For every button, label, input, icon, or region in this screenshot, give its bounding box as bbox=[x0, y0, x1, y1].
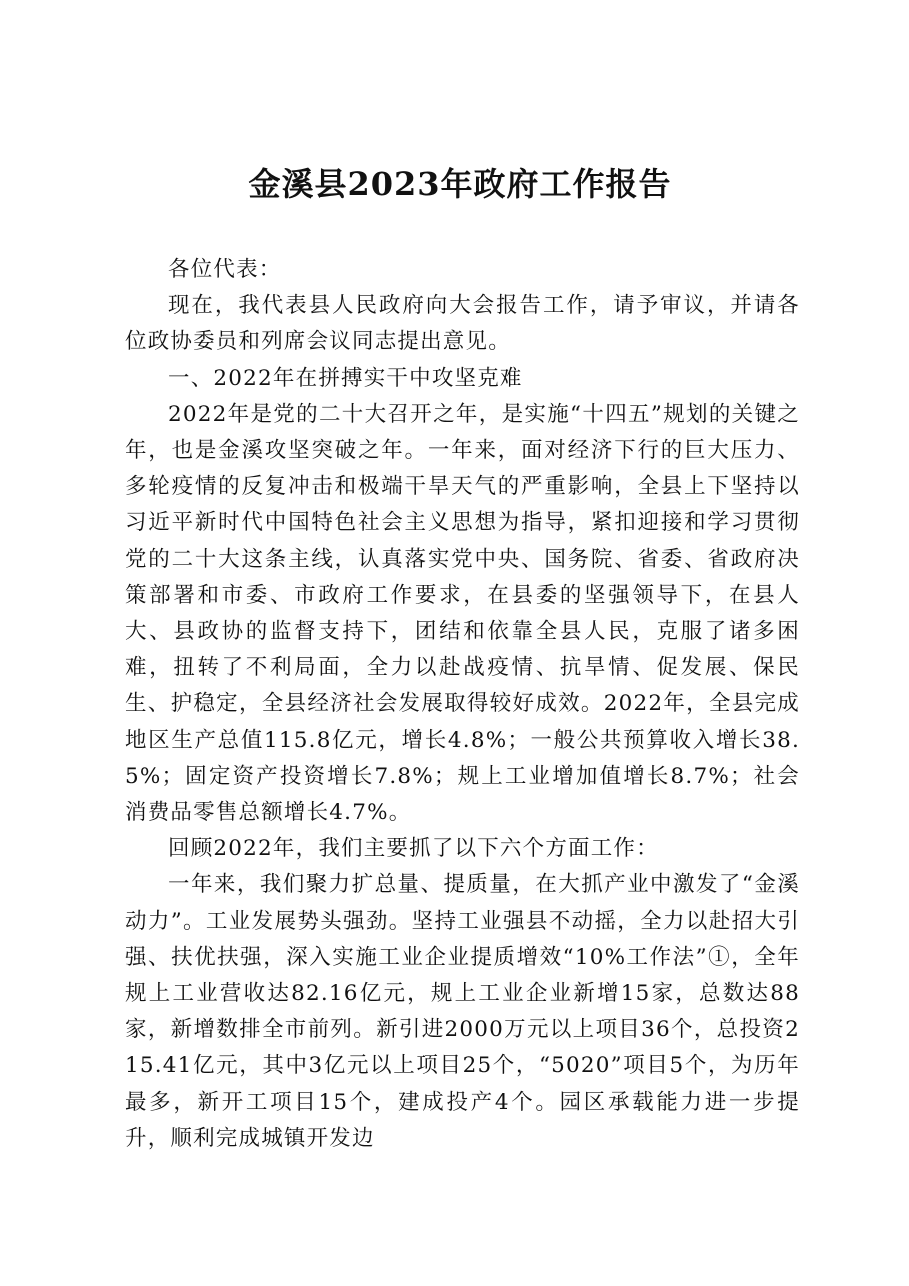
paragraph-review-intro: 回顾2022年，我们主要抓了以下六个方面工作： bbox=[168, 836, 659, 862]
paragraph-overview-2022: 2022年是党的二十大召开之年，是实施“十四五”规划的关键之年，也是金溪攻坚突破之年。一年来，面对经济下行的巨大压力、多轮疫情的反复冲击和极端干旱天气的严重影响，全县上下坚持以习近平新时代中国特色社会主义思想为指导，紧扣迎接和学习贯彻党的二十大这条主线，认真落实党中央、国务院、省委、省政府决策部署和市委、市政府工作要求，在县委的坚强领导下，在县人大、县政协的监督支持下，团结和依靠全县人民，克服了诸多困难，扭转了不利局面，全力以赴战疫情、抗旱情、促发展、保民生、护稳定，全县经济社会发展取得较好成效。2022年，全县完成地区生产总值115.8亿元，增长4.8%；一般公共预算收入增长38.5%；固定资产投资增长7.8%；规上工业增加值增长8.7%；社会消费品零售总额增长4.7%。 bbox=[125, 401, 800, 826]
document-body bbox=[125, 252, 800, 1157]
section-heading-1: 一、2022年在拼搏实干中攻坚克难 bbox=[168, 365, 523, 391]
paragraph-salutation: 各位代表： bbox=[168, 257, 282, 282]
document-title: 金溪县2023年政府工作报告 bbox=[248, 165, 672, 203]
paragraph-intro: 现在，我代表县人民政府向大会报告工作，请予审议，并请各位政协委员和列席会议同志提出意见。 bbox=[125, 293, 800, 355]
paragraph-industry: 一年来，我们聚力扩总量、提质量，在大抓产业中激发了“金溪动力”。工业发展势头强劲。坚持工业强县不动摇，全力以赴招大引强、扶优扶强，深入实施工业企业提质增效“10%工作法”①，全年规上工业营收达82.16亿元，规上工业企业新增15家，总数达88家，新增数排全市前列。新引进2000万元以上项目36个，总投资215.41亿元，其中3亿元以上项目25个，“5020”项目5个，为历年最多，新开工项目15个，建成投产4个。园区承载能力进一步提升，顺利完成城镇开发边 bbox=[125, 872, 800, 1151]
